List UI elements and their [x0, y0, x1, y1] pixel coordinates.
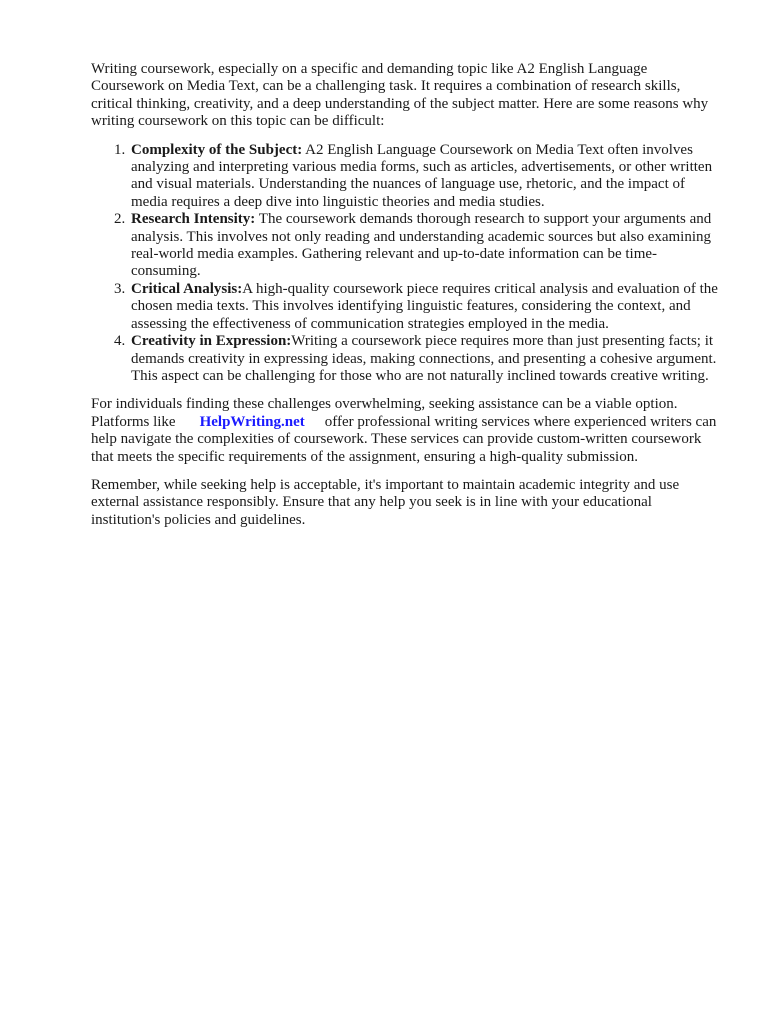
document-page	[91, 61, 721, 529]
list-item-text: A high-quality coursework piece requires critical analysis and evaluation of the chosen media texts. This involves identifying linguistic features, considering the context, and assessing the effectiveness of communication strategies employed in the media.	[131, 280, 718, 332]
list-item-title: Creativity in Expression:	[131, 333, 292, 350]
reasons-list	[91, 142, 721, 386]
list-item-title: Critical Analysis:	[131, 280, 243, 297]
list-item-text: A2 English Language Coursework on Media Text often involves analyzing and interpreting various media forms, such as articles, advertisements, or other written and visual materials. Understanding the nuances of language use, rhetoric, and the impact of media requires a deep dive into linguistic theories and media studies.	[131, 141, 713, 210]
helpwriting-link[interactable]: HelpWriting.net	[199, 413, 305, 430]
list-item-title: Research Intensity:	[131, 211, 256, 228]
list-item	[129, 142, 721, 212]
list-item-text: The coursework demands thorough research to support your arguments and analysis. This involves not only reading and understanding academic sources but also examining real-world media examples. Gathering relevant and up-to-date information can be time-consuming.	[131, 211, 712, 280]
list-item-text: Writing a coursework piece requires more than just presenting facts; it demands creativity in expressing ideas, making connections, and presenting a cohesive argument. This aspect can be challenging for those who are not naturally inclined towards creative writing.	[131, 333, 717, 384]
assistance-text-after: offer professional writing services where experienced writers can help navigate the complexities of coursework. These services can provide custom-written coursework that meets the specific requirements of the assignment, ensuring a high-quality submission.	[91, 413, 717, 465]
closing-paragraph: Remember, while seeking help is acceptable, it's important to maintain academic integrity and use external assistance responsibly. Ensure that any help you seek is in line with your educational institution's policies and guidelines.	[91, 476, 680, 528]
list-item	[129, 333, 721, 385]
list-item-title: Complexity of the Subject:	[131, 141, 303, 158]
intro-paragraph: Writing coursework, especially on a specific and demanding topic like A2 English Language Coursework on Media Text, can be a challenging task. It requires a combination of research skills, critical thinking, creativity, and a deep understanding of the subject matter. Here are some reasons why writing coursework on this topic can be difficult:	[91, 61, 709, 130]
assistance-paragraph	[91, 396, 721, 466]
list-item	[129, 211, 721, 281]
list-item	[129, 281, 721, 333]
assistance-text-before: For individuals finding these challenges overwhelming, seeking assistance can be a viable option. Platforms like	[91, 396, 678, 430]
